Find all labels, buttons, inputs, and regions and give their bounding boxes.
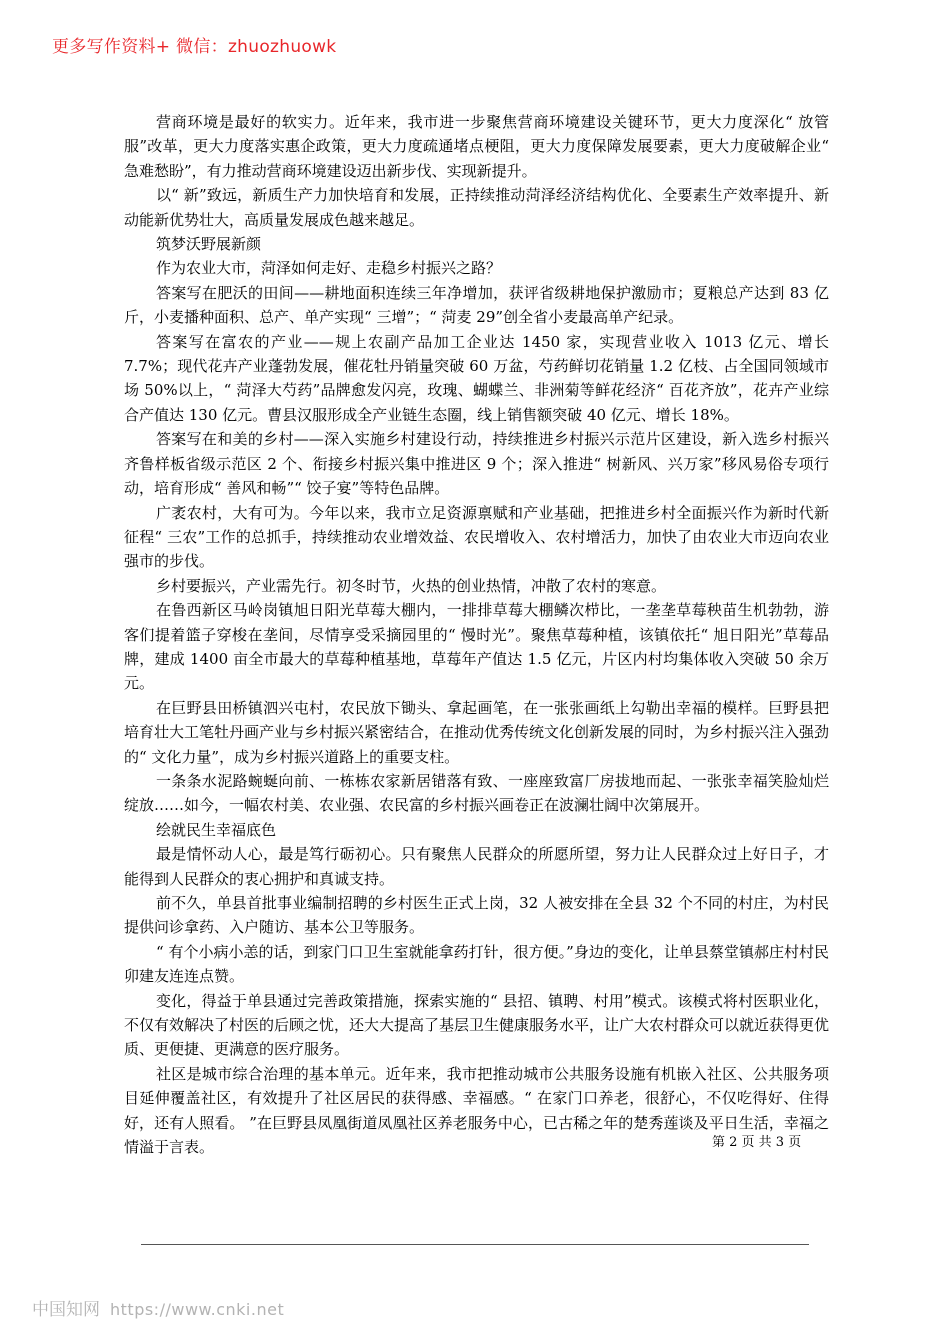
cnki-watermark (32, 1295, 284, 1320)
paragraph: 广袤农村，大有可为。今年以来，我市立足资源禀赋和产业基础，把推进乡村全面振兴作为新时代新征程“ 三农”工作的总抓手，持续推动农业增效益、农民增收入、农村增活力，加快了由农业大市迈向农业强市的步伐。 (124, 503, 829, 571)
paragraph: 作为农业大市，菏泽如何走好、走稳乡村振兴之路？ (156, 259, 502, 278)
paragraph: 前不久，单县首批事业编制招聘的乡村医生正式上岗，32 人被安排在全县 32 个不同的村庄，为村民提供问诊拿药、入户随访、基本公卫等服务。 (124, 894, 829, 937)
paragraph: 乡村要振兴，产业需先行。初冬时节，火热的创业热情，冲散了农村的寒意。 (156, 576, 667, 595)
section-heading: 绘就民生幸福底色 (156, 820, 277, 839)
paragraph: “ 有个小病小恙的话，到家门口卫生室就能拿药打针，很方便。”身边的变化，让单县蔡堂镇郝庄村村民卯建友连连点赞。 (124, 942, 829, 986)
paragraph: 在巨野县田桥镇泗兴屯村，农民放下锄头、拿起画笔，在一张张画纸上勾勒出幸福的模样。巨野县把培育壮大工笔牡丹画产业与乡村振兴紧密结合，在推动优秀传统文化创新发展的同时，为乡村振兴注入强劲的“ 文化力量”，成为乡村振兴道路上的重要支柱。 (124, 698, 830, 766)
paragraph: 答案写在和美的乡村——深入实施乡村建设行动，持续推进乡村振兴示范片区建设，新入选乡村振兴齐鲁样板省级示范区 2 个、衔接乡村振兴集中推进区 9 个；深入推进“ 树新风、兴万家”移风易俗专项行动，培育形成“ 善风和畅”“ 饺子宴”等特色品牌。 (124, 430, 829, 498)
paragraph: 一条条水泥路蜿蜒向前、一栋栋农家新居错落有致、一座座致富厂房拔地而起、一张张幸福笑脸灿烂绽放……如今，一幅农村美、农业强、农民富的乡村振兴画卷正在波澜壮阔中次第展开。 (124, 771, 829, 815)
paragraph: 答案写在肥沃的田间——耕地面积连续三年净增加，获评省级耕地保护激励市；夏粮总产达到 83 亿斤，小麦播种面积、总产、单产实现“ 三增”；“ 菏麦 29”创全省小麦最高单产纪录。 (124, 283, 829, 327)
promo-header-link[interactable]: 更多写作资料+ 微信：zhuozhuowk (52, 37, 337, 57)
paragraph: 在鲁西新区马岭岗镇旭日阳光草莓大棚内，一排排草莓大棚鳞次栉比，一垄垄草莓秧苗生机勃勃，游客们提着篮子穿梭在垄间，尽情享受采摘园里的“ 慢时光”。聚焦草莓种植，该镇依托“ 旭日阳光”草莓品牌，建成 1400 亩全市最大的草莓种植基地，草莓年产值达 1.5 亿元，片区内村均集体收入突破 50 余万元。 (124, 601, 829, 693)
paragraph: 变化，得益于单县通过完善政策措施，探索实施的“ 县招、镇聘、村用”模式。该模式将村医职业化，不仅有效解决了村医的后顾之忧，还大大提高了基层卫生健康服务水平，让广大农村群众可以就近获得更优质、更便捷、更满意的医疗服务。 (124, 991, 830, 1059)
paragraph: 社区是城市综合治理的基本单元。近年来，我市把推动城市公共服务设施有机嵌入社区、公共服务项目延伸覆盖社区，有效提升了社区居民的获得感、幸福感。“ 在家门口养老，很舒心，不仅吃得好、住得好，还有人照看。 ”在巨野县凤凰街道凤凰社区养老服务中心，已古稀之年的楚秀莲谈及平日生活，幸福之情溢于言表。 (124, 1064, 829, 1157)
page-number: 第 2 页 共 3 页 (712, 1135, 802, 1150)
paragraph: 答案写在富农的产业——规上农副产品加工企业达 1450 家，实现营业收入 1013 亿元、增长 7.7%；现代花卉产业蓬勃发展，催花牡丹销量突破 60 万盆，芍药鲜切花销量 1.2 亿枝、占全国同领域市场 50%以上，“ 菏泽大芍药”品牌愈发闪亮，玫瑰、蝴蝶兰、非洲菊等鲜花经济“ 百花齐放”，花卉产业综合产值达 130 亿元。曹县汉服形成全产业链生态圈，线上销售额突破 40 亿元、增长 18%。 (124, 332, 829, 424)
footer-divider (141, 1244, 809, 1245)
paragraph: 营商环境是最好的软实力。近年来，我市进一步聚焦营商环境建设关键环节，更大力度深化“ 放管服”改革，更大力度落实惠企政策，更大力度疏通堵点梗阻，更大力度保障发展要素，更大力度破解企业“ 急难愁盼”，有力推动营商环境建设迈出新步伐、实现新提升。 (124, 113, 829, 180)
section-heading: 筑梦沃野展新颜 (156, 235, 262, 254)
article-body (124, 110, 829, 1159)
watermark-url: https://www.cnki.net (110, 1300, 285, 1319)
watermark-site-name: 中国知网 (32, 1300, 100, 1320)
paragraph: 以“ 新”致远，新质生产力加快培育和发展，正持续推动菏泽经济结构优化、全要素生产效率提升、新动能新优势壮大，高质量发展成色越来越足。 (124, 186, 829, 229)
paragraph: 最是情怀动人心，最是笃行砺初心。只有聚焦人民群众的所愿所望，努力让人民群众过上好日子，才能得到人民群众的衷心拥护和真诚支持。 (124, 845, 829, 888)
